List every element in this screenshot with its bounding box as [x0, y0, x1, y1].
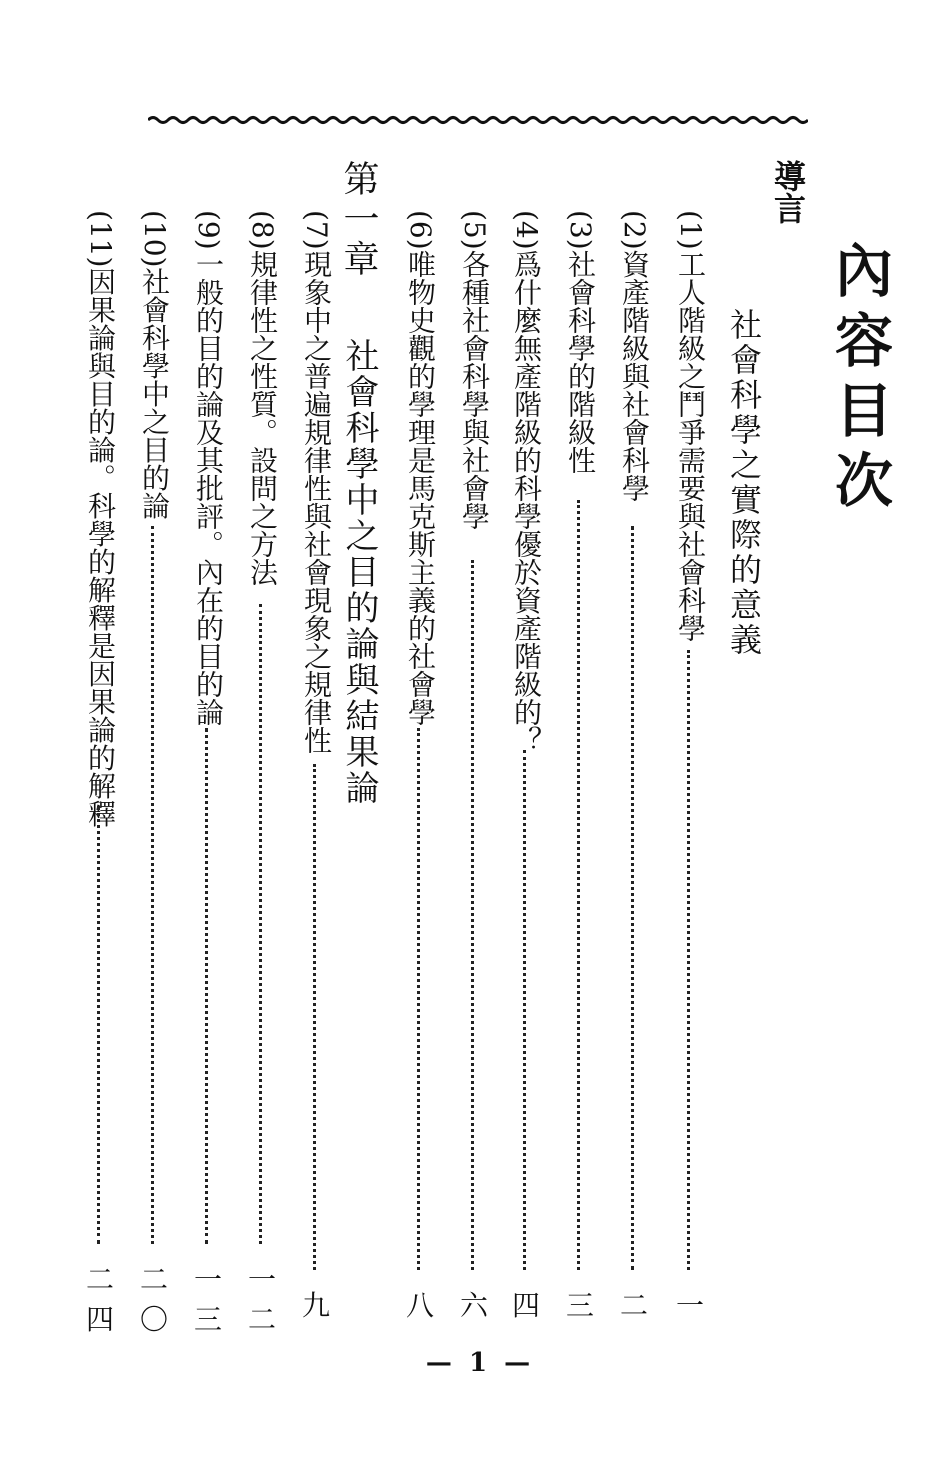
toc-entry[interactable] — [562, 210, 598, 1330]
toc-entry[interactable] — [672, 210, 708, 1330]
dot-leader — [151, 526, 154, 1244]
toc-entry[interactable] — [244, 210, 280, 1336]
toc-entry-label: (10)社會科學中之目的論 — [138, 210, 171, 520]
toc-entry-page: 八 — [405, 1289, 434, 1322]
toc-entry-label: (5)各種社會科學與社會學 — [458, 210, 491, 530]
intro-heading: 導言 — [769, 160, 807, 224]
toc-entry-label: (11)因果論與目的論。科學的解釋是因果論的解釋 — [84, 210, 117, 828]
toc-entry-label: (9)一般的目的論及其批評。內在的目的論 — [192, 210, 225, 726]
page-title: 內容目次 — [825, 240, 893, 520]
toc-entry-label: (4)爲什麼無產階級的科學優於資產階級的？ — [510, 210, 543, 754]
toc-entry[interactable] — [456, 210, 492, 1330]
toc-entry-label: (8)規律性之性質。設問之方法 — [246, 210, 279, 586]
dot-leader — [313, 764, 316, 1270]
toc-entry-label: (3)社會科學的階級性 — [564, 210, 597, 474]
dot-leader — [259, 604, 262, 1244]
toc-entry[interactable] — [298, 210, 334, 1330]
toc-entry-page: 二〇 — [139, 1263, 168, 1336]
toc-entry-page: 四 — [511, 1289, 540, 1322]
chapter-number: 第一章 — [338, 160, 379, 280]
toc-entry[interactable] — [508, 210, 544, 1330]
toc-entry[interactable] — [190, 210, 226, 1336]
toc-entry[interactable] — [402, 210, 438, 1330]
toc-entry-page: 三 — [565, 1289, 594, 1322]
toc-entry-label: (2)資產階級與社會科學 — [618, 210, 651, 502]
toc-entry-page: 一 — [675, 1289, 704, 1322]
dot-leader — [631, 526, 634, 1270]
dot-leader — [687, 650, 690, 1270]
dot-leader — [417, 728, 420, 1270]
toc-entry[interactable] — [82, 210, 118, 1336]
dot-leader — [471, 560, 474, 1270]
toc-entry-page: 一三 — [193, 1263, 222, 1336]
page-number: — 1 — — [425, 1348, 535, 1378]
intro-subtitle: 社會科學之實際的意義 — [725, 308, 763, 658]
toc-entry-page: 一二 — [247, 1263, 276, 1336]
toc-entry-label: (7)現象中之普遍規律性與社會現象之規律性 — [300, 210, 333, 754]
dot-leader — [523, 750, 526, 1270]
toc-entry-page: 二四 — [85, 1263, 114, 1336]
toc-entry-page: 二 — [619, 1289, 648, 1322]
dot-leader — [577, 500, 580, 1270]
toc-entry[interactable] — [616, 210, 652, 1330]
chapter-title: 社會科學中之目的論與結果論 — [339, 338, 379, 806]
toc-entry-page: 九 — [301, 1289, 330, 1322]
toc-entry-page: 六 — [459, 1289, 488, 1322]
dot-leader — [97, 806, 100, 1244]
toc-entry-label: (6)唯物史觀的學理是馬克斯主義的社會學 — [404, 210, 437, 726]
toc-entry-label: (1)工人階級之鬥爭需要與社會科學 — [674, 210, 707, 642]
dot-leader — [205, 728, 208, 1244]
toc-entry[interactable] — [136, 210, 172, 1336]
decorative-wavy-rule — [148, 112, 808, 128]
